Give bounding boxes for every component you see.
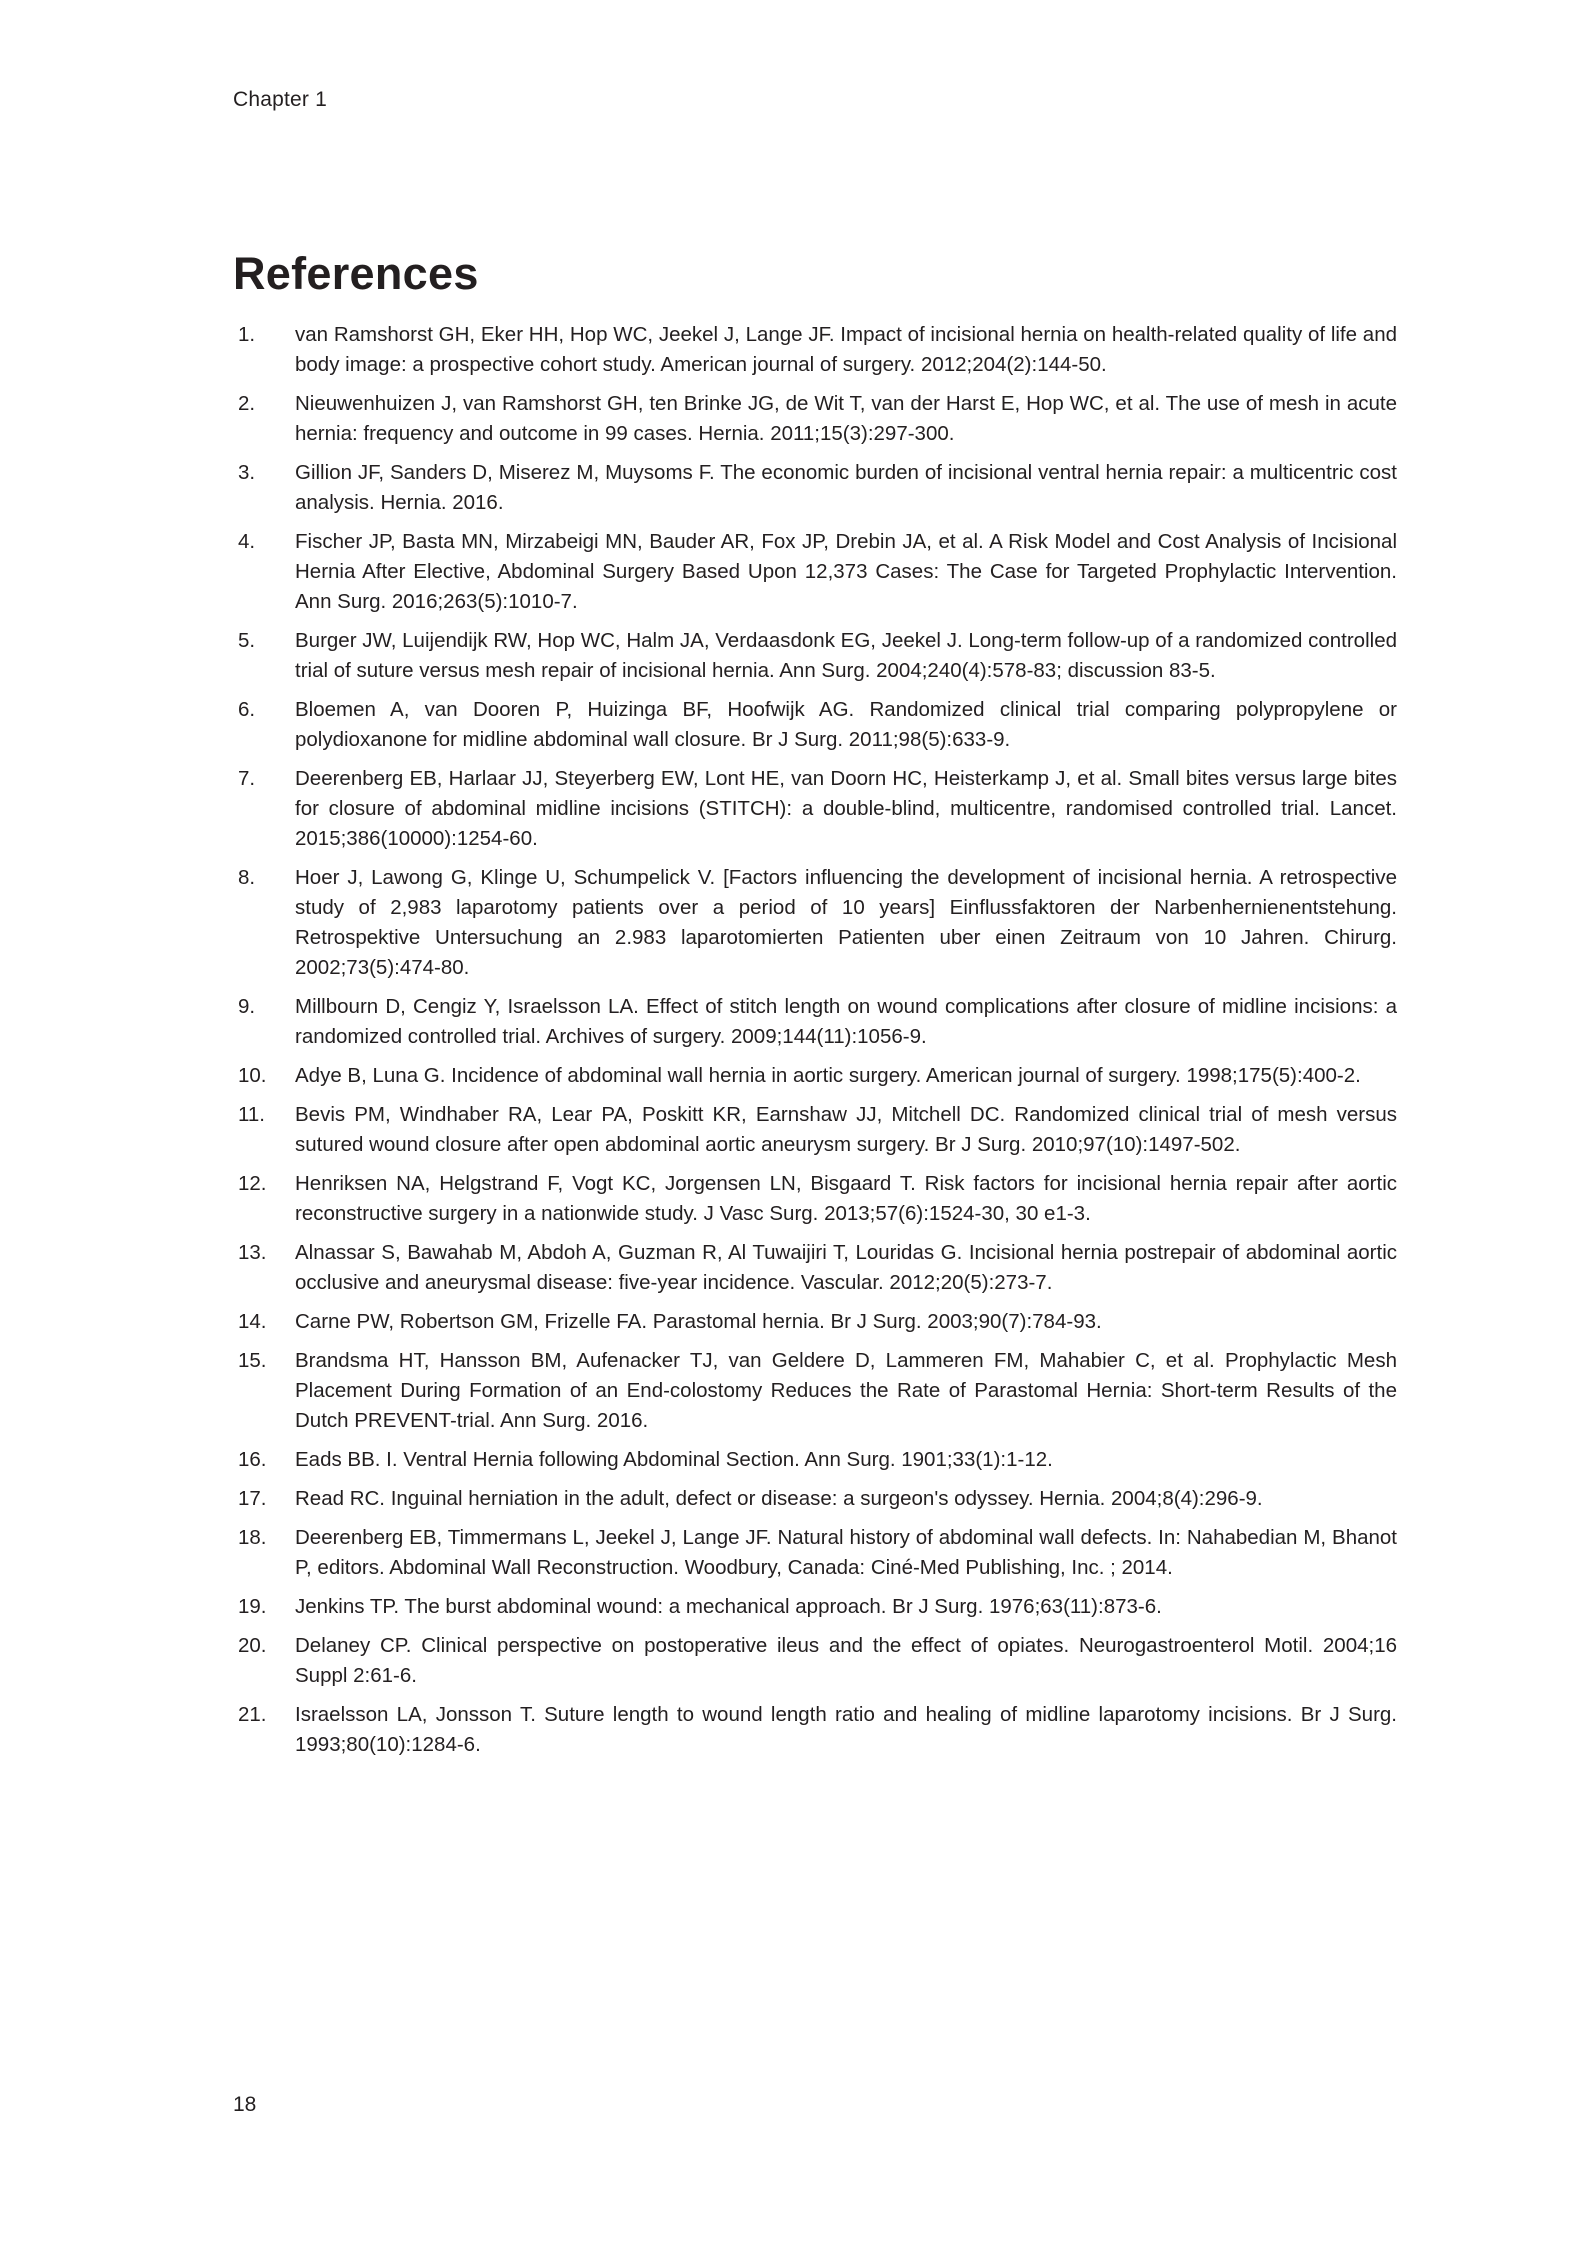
reference-text: Millbourn D, Cengiz Y, Israelsson LA. Effect of stitch length on wound complications after closure of midline incisions: a randomized controlled trial. Archives of surgery. 2009;144(11):1056-9. [295, 995, 1397, 1048]
reference-text: Nieuwenhuizen J, van Ramshorst GH, ten Brinke JG, de Wit T, van der Harst E, Hop WC, et al. The use of mesh in acute hernia: frequency and outcome in 99 cases. Hernia. 2011;15(3):297-300. [295, 392, 1397, 445]
running-head: Chapter 1 [233, 88, 328, 111]
reference-item [233, 1700, 1397, 1760]
reference-number: 2. [238, 392, 256, 415]
reference-text: Israelsson LA, Jonsson T. Suture length to wound length ratio and healing of midline laparotomy incisions. Br J Surg. 1993;80(10):1284-6. [295, 1703, 1397, 1756]
reference-list [233, 320, 1397, 1769]
reference-number: 14. [238, 1310, 267, 1333]
reference-text: Alnassar S, Bawahab M, Abdoh A, Guzman R, Al Tuwaijiri T, Louridas G. Incisional hernia postrepair of abdominal aortic occlusive and aneurysmal disease: five-year incidence. Vascular. 2012;20(5):273-7. [295, 1241, 1397, 1294]
reference-item [233, 1346, 1397, 1436]
reference-item [233, 1445, 1397, 1475]
reference-item [233, 695, 1397, 755]
reference-number: 12. [238, 1172, 267, 1195]
reference-number: 13. [238, 1241, 267, 1264]
reference-item [233, 527, 1397, 617]
reference-text: Deerenberg EB, Timmermans L, Jeekel J, Lange JF. Natural history of abdominal wall defects. In: Nahabedian M, Bhanot P, editors. Abdominal Wall Reconstruction. Woodbury, Canada: Ciné-Med Publishing, Inc. ; 2014. [295, 1526, 1397, 1579]
reference-number: 11. [238, 1103, 265, 1126]
reference-number: 20. [238, 1634, 267, 1657]
reference-number: 4. [238, 530, 256, 553]
reference-item [233, 1061, 1397, 1091]
reference-item [233, 1307, 1397, 1337]
reference-text: Jenkins TP. The burst abdominal wound: a mechanical approach. Br J Surg. 1976;63(11):873-6. [295, 1595, 1162, 1618]
reference-number: 19. [238, 1595, 267, 1618]
reference-text: Brandsma HT, Hansson BM, Aufenacker TJ, van Geldere D, Lammeren FM, Mahabier C, et al. Prophylactic Mesh Placement During Formation of an End-colostomy Reduces the Rate of Parastomal Hernia: Short-term Results of the Dutch PREVENT-trial. Ann Surg. 2016. [295, 1349, 1397, 1432]
reference-item [233, 458, 1397, 518]
reference-text: Read RC. Inguinal herniation in the adult, defect or disease: a surgeon's odyssey. Hernia. 2004;8(4):296-9. [295, 1487, 1263, 1510]
reference-number: 3. [238, 461, 256, 484]
reference-text: Eads BB. I. Ventral Hernia following Abdominal Section. Ann Surg. 1901;33(1):1-12. [295, 1448, 1053, 1471]
reference-item [233, 1523, 1397, 1583]
reference-item [233, 1484, 1397, 1514]
reference-text: Bloemen A, van Dooren P, Huizinga BF, Hoofwijk AG. Randomized clinical trial comparing polypropylene or polydioxanone for midline abdominal wall closure. Br J Surg. 2011;98(5):633-9. [295, 698, 1397, 751]
reference-number: 18. [238, 1526, 267, 1549]
reference-text: Deerenberg EB, Harlaar JJ, Steyerberg EW, Lont HE, van Doorn HC, Heisterkamp J, et al. Small bites versus large bites for closure of abdominal midline incisions (STITCH): a double-blind, multicentre, randomised controlled trial. Lancet. 2015;386(10000):1254-60. [295, 767, 1397, 850]
reference-number: 17. [238, 1487, 267, 1510]
reference-text: Bevis PM, Windhaber RA, Lear PA, Poskitt KR, Earnshaw JJ, Mitchell DC. Randomized clinical trial of mesh versus sutured wound closure after open abdominal aortic aneurysm surgery. Br J Surg. 2010;97(10):1497-502. [295, 1103, 1397, 1156]
reference-number: 1. [238, 323, 256, 346]
reference-number: 7. [238, 767, 256, 790]
reference-number: 21. [238, 1703, 267, 1726]
reference-item [233, 764, 1397, 854]
reference-number: 16. [238, 1448, 267, 1471]
page-number: 18 [233, 2093, 257, 2116]
reference-item [233, 1592, 1397, 1622]
reference-text: van Ramshorst GH, Eker HH, Hop WC, Jeekel J, Lange JF. Impact of incisional hernia on health-related quality of life and body image: a prospective cohort study. American journal of surgery. 2012;204(2):144-50. [295, 323, 1397, 376]
reference-text: Henriksen NA, Helgstrand F, Vogt KC, Jorgensen LN, Bisgaard T. Risk factors for incisional hernia repair after aortic reconstructive surgery in a nationwide study. J Vasc Surg. 2013;57(6):1524-30, 30 e1-3. [295, 1172, 1397, 1225]
reference-number: 9. [238, 995, 256, 1018]
reference-item [233, 1100, 1397, 1160]
reference-text: Hoer J, Lawong G, Klinge U, Schumpelick V. [Factors influencing the development of incisional hernia. A retrospective study of 2,983 laparotomy patients over a period of 10 years] Einflussfaktoren der Narbenhernienentstehung. Retrospektive Untersuchung an 2.983 laparotomierten Patienten uber einen Zeitraum von 10 Jahren. Chirurg. 2002;73(5):474-80. [295, 866, 1397, 979]
reference-number: 6. [238, 698, 256, 721]
reference-text: Adye B, Luna G. Incidence of abdominal wall hernia in aortic surgery. American journal of surgery. 1998;175(5):400-2. [295, 1064, 1361, 1087]
reference-number: 8. [238, 866, 256, 889]
reference-item [233, 863, 1397, 983]
reference-item [233, 1238, 1397, 1298]
page-title: References [233, 248, 479, 300]
reference-text: Fischer JP, Basta MN, Mirzabeigi MN, Bauder AR, Fox JP, Drebin JA, et al. A Risk Model and Cost Analysis of Incisional Hernia After Elective, Abdominal Surgery Based Upon 12,373 Cases: The Case for Targeted Prophylactic Intervention. Ann Surg. 2016;263(5):1010-7. [295, 530, 1397, 613]
reference-item [233, 1631, 1397, 1691]
reference-item [233, 992, 1397, 1052]
reference-item [233, 320, 1397, 380]
reference-number: 15. [238, 1349, 267, 1372]
reference-number: 10. [238, 1064, 267, 1087]
reference-text: Delaney CP. Clinical perspective on postoperative ileus and the effect of opiates. Neurogastroenterol Motil. 2004;16 Suppl 2:61-6. [295, 1634, 1397, 1687]
reference-number: 5. [238, 629, 256, 652]
reference-text: Burger JW, Luijendijk RW, Hop WC, Halm JA, Verdaasdonk EG, Jeekel J. Long-term follow-up of a randomized controlled trial of suture versus mesh repair of incisional hernia. Ann Surg. 2004;240(4):578-83; discussion 83-5. [295, 629, 1397, 682]
reference-text: Carne PW, Robertson GM, Frizelle FA. Parastomal hernia. Br J Surg. 2003;90(7):784-93. [295, 1310, 1102, 1333]
reference-item [233, 626, 1397, 686]
reference-item [233, 389, 1397, 449]
reference-item [233, 1169, 1397, 1229]
reference-text: Gillion JF, Sanders D, Miserez M, Muysoms F. The economic burden of incisional ventral hernia repair: a multicentric cost analysis. Hernia. 2016. [295, 461, 1397, 514]
